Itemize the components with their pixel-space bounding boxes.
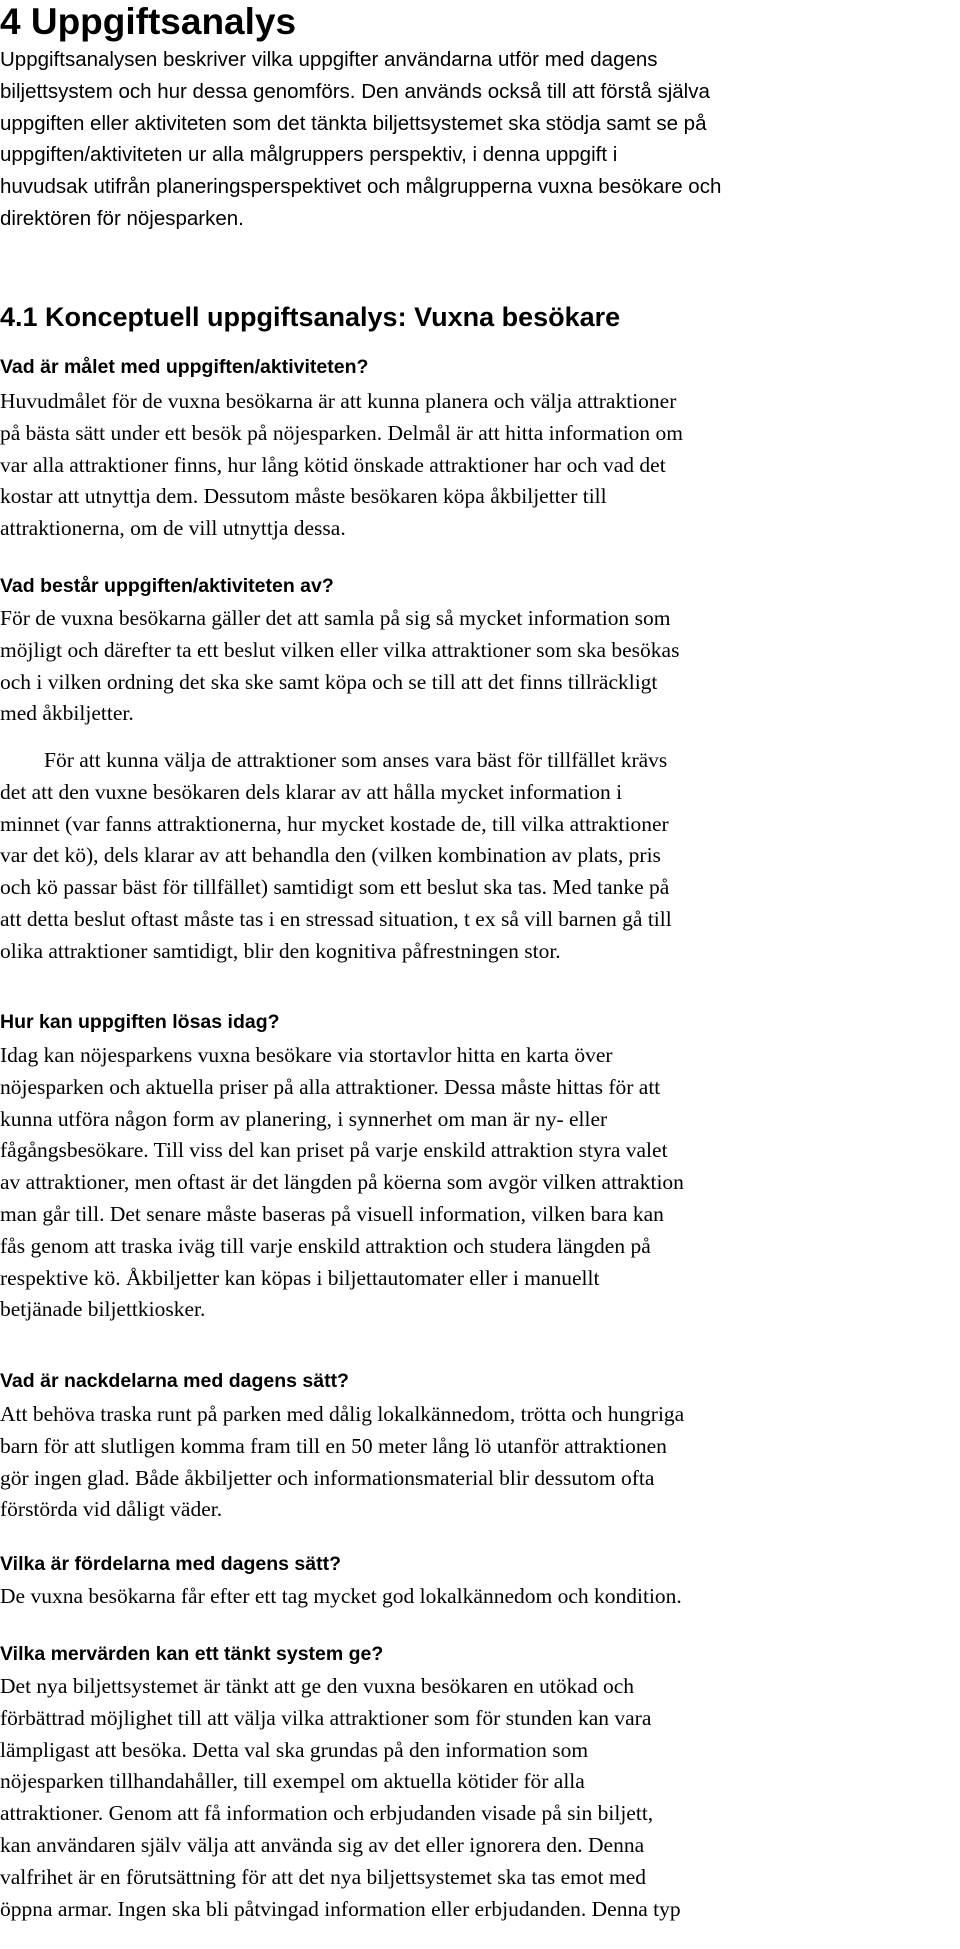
text-line: olika attraktioner samtidigt, blir den kognitiva påfrestningen stor. bbox=[0, 938, 561, 963]
chapter-title: 4 Uppgiftsanalys bbox=[0, 1, 297, 42]
text-line: nöjesparken och aktuella priser på alla attraktioner. Dessa måste hittas för att bbox=[0, 1074, 661, 1099]
text-line: attraktionerna, om de vill utnyttja dessa. bbox=[0, 516, 346, 541]
answer-paragraph bbox=[0, 1671, 960, 1925]
answer-paragraph bbox=[0, 1040, 960, 1326]
question-heading: Vad är målet med uppgiften/aktiviteten? bbox=[0, 356, 369, 378]
text-line: fås genom att traska iväg till varje enskild attraktion och studera längden på bbox=[0, 1233, 651, 1258]
text-line: uppgiften/aktiviteten ur alla målgruppers perspektiv, i denna uppgift i bbox=[0, 143, 618, 167]
answer-paragraph bbox=[0, 603, 960, 730]
text-line: betjänade biljettkiosker. bbox=[0, 1297, 206, 1322]
section-title: 4.1 Konceptuell uppgiftsanalys: Vuxna besökare bbox=[0, 302, 621, 332]
question-heading: Vilka är fördelarna med dagens sätt? bbox=[0, 1553, 342, 1575]
text-line: huvudsak utifrån planeringsperspektivet och målgrupperna vuxna besökare och bbox=[0, 175, 722, 199]
text-line: nöjesparken tillhandahåller, till exempel om aktuella kötider för alla bbox=[0, 1769, 585, 1794]
text-line: kostar att utnyttja dem. Dessutom måste besökaren köpa åkbiljetter till bbox=[0, 484, 607, 509]
text-line: gör ingen glad. Både åkbiljetter och informationsmaterial blir dessutom ofta bbox=[0, 1465, 655, 1490]
text-line: man går till. Det senare måste baseras på visuell information, vilken bara kan bbox=[0, 1201, 664, 1226]
text-line: och kö passar bäst för tillfället) samtidigt som ett beslut ska tas. Med tanke på bbox=[0, 875, 670, 900]
question-heading: Vilka mervärden kan ett tänkt system ge? bbox=[0, 1643, 384, 1665]
answer-paragraph bbox=[0, 1581, 960, 1613]
text-line: förbättrad möjlighet till att välja vilka attraktioner som för stunden kan vara bbox=[0, 1705, 652, 1730]
text-line: fågångsbesökare. Till viss del kan priset på varje enskild attraktion styra valet bbox=[0, 1138, 668, 1163]
chapter-intro bbox=[0, 44, 960, 235]
text-line: Huvudmålet för de vuxna besökarna är att kunna planera och välja attraktioner bbox=[0, 389, 677, 413]
text-line: var det kö), dels klarar av att behandla den (vilken kombination av plats, pris bbox=[0, 843, 661, 868]
text-line: minnet (var fanns attraktionerna, hur mycket kostade de, till vilka attraktioner bbox=[0, 811, 669, 836]
text-line: För de vuxna besökarna gäller det att samla på sig så mycket information som bbox=[0, 606, 671, 630]
text-line: direktören för nöjesparken. bbox=[0, 206, 244, 230]
text-line: förstörda vid dåligt väder. bbox=[0, 1497, 223, 1522]
text-line: uppgiften eller aktiviteten som det tänkta biljettsystemet ska stödja samt se på bbox=[0, 111, 707, 135]
text-line: Det nya biljettsystemet är tänkt att ge den vuxna besökaren en utökad och bbox=[0, 1674, 635, 1698]
text-line: Uppgiftsanalysen beskriver vilka uppgifter användarna utför med dagens bbox=[0, 48, 658, 71]
text-line: kan användaren själv välja att använda sig av det eller ignorera den. Denna bbox=[0, 1832, 645, 1857]
text-line: respektive kö. Åkbiljetter kan köpas i biljettautomater eller i manuellt bbox=[0, 1265, 600, 1290]
text-line: Att behöva traska runt på parken med dålig lokalkännedom, trötta och hungriga bbox=[0, 1402, 685, 1426]
answer-paragraph bbox=[0, 1399, 960, 1526]
question-heading: Hur kan uppgiften lösas idag? bbox=[0, 1011, 280, 1033]
answer-paragraph bbox=[0, 745, 960, 968]
text-line: barn för att slutligen komma fram till en 50 meter lång lö utanför attraktionen bbox=[0, 1433, 667, 1458]
text-line: var alla attraktioner finns, hur lång kötid önskade attraktioner har och vad det bbox=[0, 452, 666, 477]
text-line: och i vilken ordning det ska ske samt köpa och se till att det finns tillräckligt bbox=[0, 669, 658, 694]
text-line: att detta beslut oftast måste tas i en stressad situation, t ex så vill barnen gå till bbox=[0, 906, 672, 931]
text-line: valfrihet är en förutsättning för att det nya biljettsystemet ska tas emot med bbox=[0, 1864, 647, 1889]
text-line: med åkbiljetter. bbox=[0, 701, 134, 726]
text-line: Idag kan nöjesparkens vuxna besökare via stortavlor hitta en karta över bbox=[0, 1043, 613, 1067]
text-line: attraktioner. Genom att få information och erbjudanden visade på sin biljett, bbox=[0, 1801, 654, 1826]
text-line: möjligt och därefter ta ett beslut vilken eller vilka attraktioner som ska besökas bbox=[0, 637, 680, 662]
text-line: öppna armar. Ingen ska bli påtvingad information eller erbjudanden. Denna typ bbox=[0, 1896, 681, 1921]
question-heading: Vad är nackdelarna med dagens sätt? bbox=[0, 1370, 349, 1392]
text-line: av attraktioner, men oftast är det längden på köerna som avgör vilken attraktion bbox=[0, 1170, 684, 1195]
text-line: på bästa sätt under ett besök på nöjesparken. Delmål är att hitta information om bbox=[0, 420, 684, 445]
text-line: biljettsystem och hur dessa genomförs. Den används också till att förstå själva bbox=[0, 79, 710, 103]
text-line: det att den vuxne besökaren dels klarar av att hålla mycket information i bbox=[0, 779, 623, 804]
question-heading: Vad består uppgiften/aktiviteten av? bbox=[0, 575, 334, 597]
text-line: lämpligast att besöka. Detta val ska grundas på den information som bbox=[0, 1737, 589, 1762]
text-line: kunna utföra någon form av planering, i synnerhet om man är ny- eller bbox=[0, 1106, 608, 1131]
answer-paragraph bbox=[0, 386, 960, 545]
text-line: De vuxna besökarna får efter ett tag mycket god lokalkännedom och kondition. bbox=[0, 1584, 682, 1608]
text-line: För att kunna välja de attraktioner som anses vara bäst för tillfället krävs bbox=[44, 748, 668, 772]
